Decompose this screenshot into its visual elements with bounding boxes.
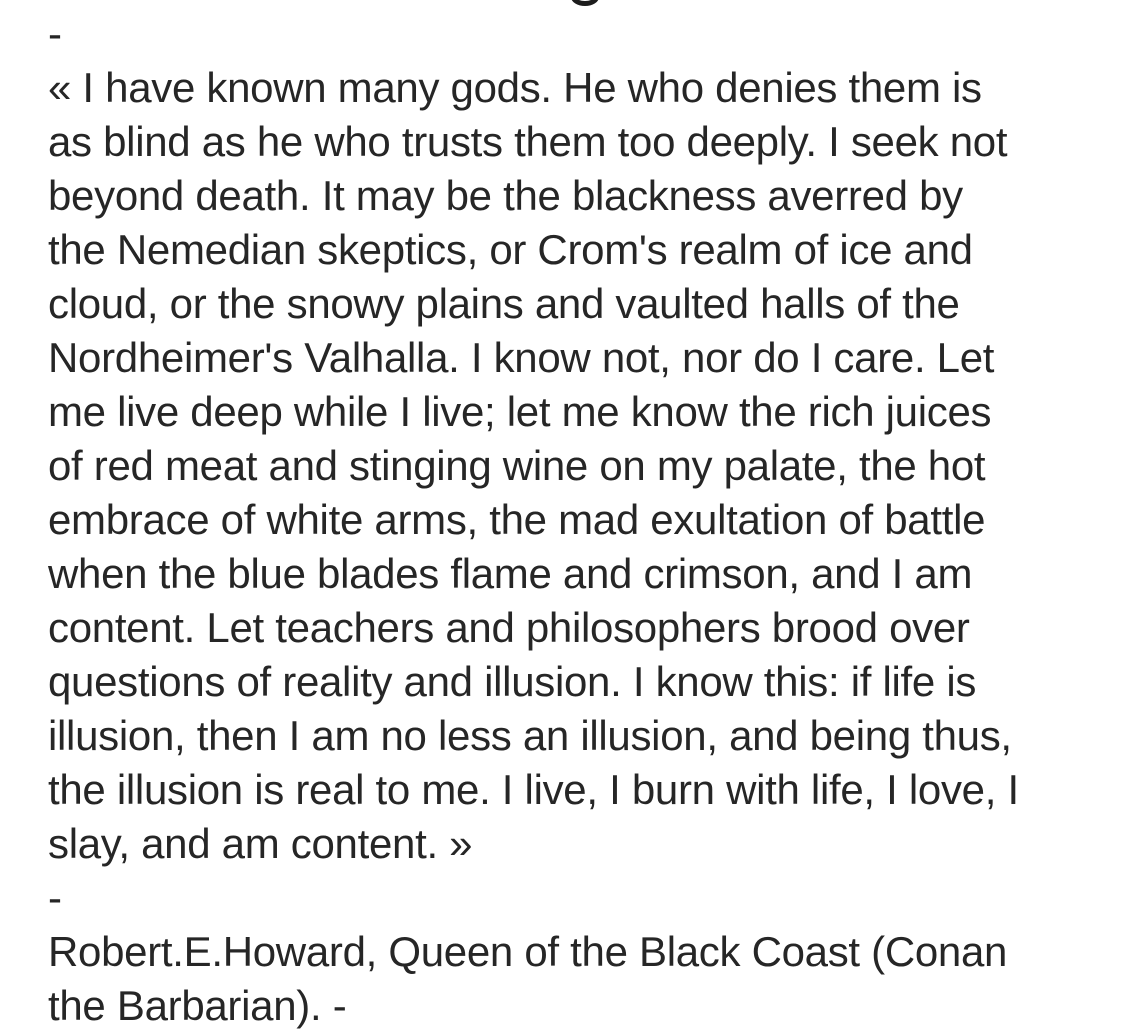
quote-line: of red meat and stinging wine on my palate, the hot xyxy=(48,442,986,489)
attribution xyxy=(48,925,1108,1033)
quote-paragraph xyxy=(48,61,1108,871)
quote-line: me live deep while I live; let me know the rich juices xyxy=(48,388,992,435)
quote-line: when the blue blades flame and crimson, and I am xyxy=(48,550,973,597)
quote-line: Nordheimer's Valhalla. I know not, nor do I care. Let xyxy=(48,334,995,381)
caption-text-block xyxy=(48,7,1108,1033)
quote-line: embrace of white arms, the mad exultation of battle xyxy=(48,496,986,543)
quote-line: questions of reality and illusion. I know this: if life is xyxy=(48,658,977,705)
attribution-line: the Barbarian). - xyxy=(48,982,347,1029)
cutoff-g-descender-glyph xyxy=(571,0,599,6)
attribution-line: Robert.E.Howard, Queen of the Black Coast (Conan xyxy=(48,928,1008,975)
quote-line: content. Let teachers and philosophers brood over xyxy=(48,604,970,651)
separator-dash-top: - xyxy=(48,10,62,57)
quote-line: slay, and am content. » xyxy=(48,820,473,867)
quote-line: illusion, then I am no less an illusion, and being thus, xyxy=(48,712,1012,759)
quote-line: beyond death. It may be the blackness averred by xyxy=(48,172,963,219)
quote-line: as blind as he who trusts them too deeply. I seek not xyxy=(48,118,1008,165)
quote-line: the illusion is real to me. I live, I burn with life, I love, I xyxy=(48,766,1019,813)
quote-line: cloud, or the snowy plains and vaulted halls of the xyxy=(48,280,960,327)
separator-dash-bottom: - xyxy=(48,874,62,921)
quote-line: the Nemedian skeptics, or Crom's realm of ice and xyxy=(48,226,973,273)
quote-line: « I have known many gods. He who denies them is xyxy=(48,64,982,111)
